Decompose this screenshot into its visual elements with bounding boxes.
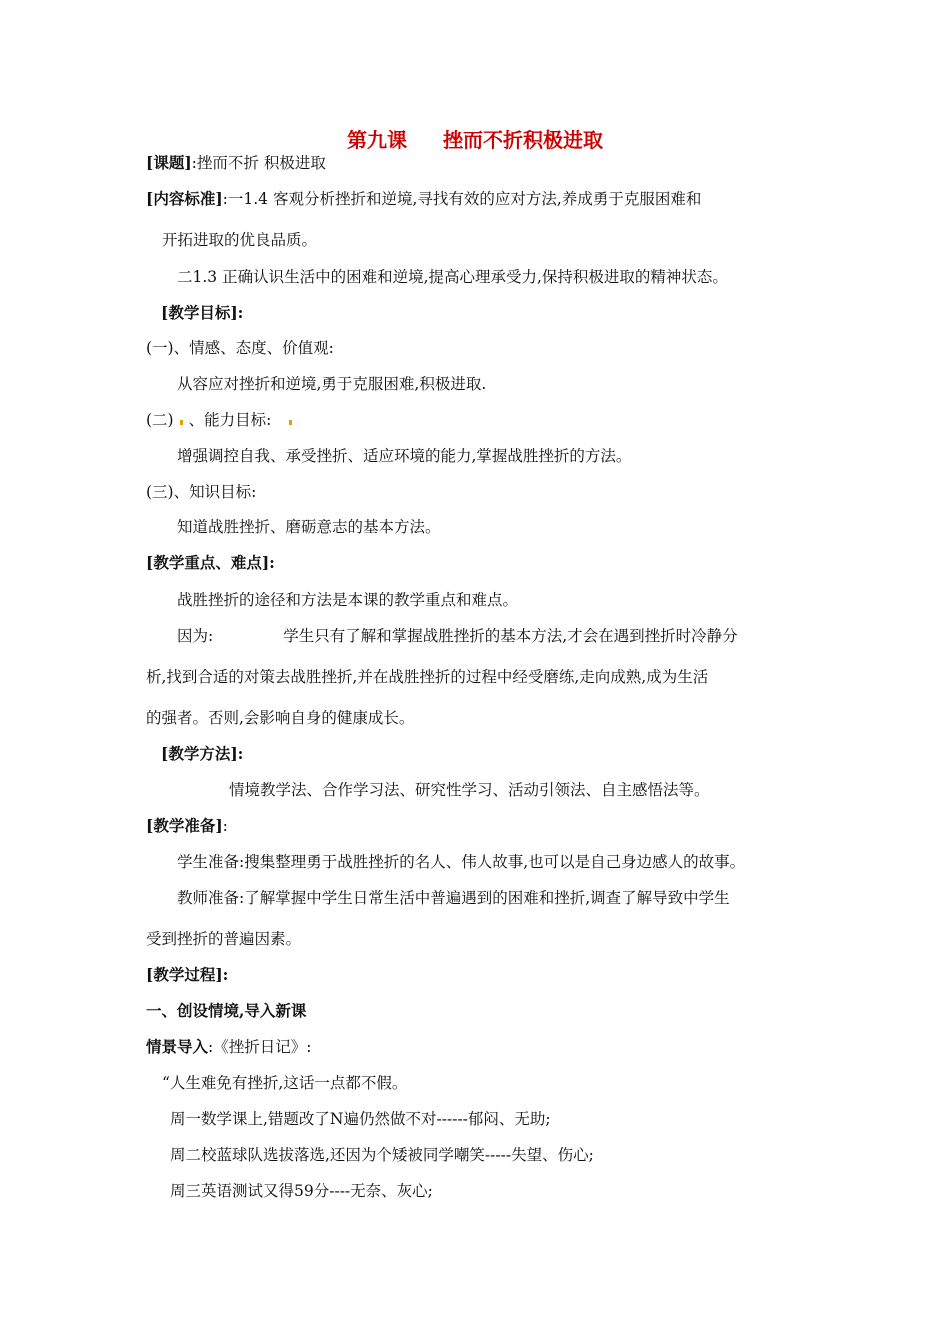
standard-line-1: [内容标准]:一1.4 客观分析挫折和逆境,寻找有效的应对方法,养成勇于克服困难和 [146,189,702,208]
key-reason-line-3: 的强者。否则,会影响自身的健康成长。 [146,709,415,727]
objectives-label: [教学目标]: [161,303,244,322]
preparation-label: [教学准备] [146,816,223,835]
student-preparation: 学生准备:搜集整理勇于战胜挫折的名人、伟人故事,也可以是自己身边感人的故事。 [177,853,746,871]
objective-2-text: 增强调控自我、承受挫折、适应环境的能力,掌握战胜挫折的方法。 [177,447,632,465]
scenario-intro: 情景导入:《挫折日记》: [146,1037,312,1056]
lesson-number: 第九课 [347,128,407,152]
diary-line-2: 周一数学课上,错题改了N遍仍然做不对------郁闷、无助; [170,1110,551,1128]
lesson-name: 挫而不折积极进取 [443,128,603,152]
objective-3-heading: (三)、知识目标: [146,483,257,501]
topic-value: 挫而不折 积极进取 [196,154,326,172]
objective-1-heading: (一)、情感、态度、价值观: [146,339,334,357]
mark-dot [289,420,292,425]
scenario-intro-label: 情景导入 [146,1037,209,1056]
methods-text: 情境教学法、合作学习法、研究性学习、活动引领法、自主感悟法等。 [229,781,710,799]
standard-line-3: 二1.3 正确认识生活中的困难和逆境,提高心理承受力,保持积极进取的精神状态。 [177,268,728,286]
topic-label: [课题] [146,153,192,172]
key-reason-line-1: 因为: 学生只有了解和掌握战胜挫折的基本方法,才会在遇到挫折时冷静分 [177,627,738,645]
topic-line: [课题]:挫而不折 积极进取 [146,153,326,172]
process-label: [教学过程]: [146,965,229,984]
objective-3-text: 知道战胜挫折、磨砺意志的基本方法。 [177,518,441,536]
preparation-line: [教学准备]: [146,816,228,835]
teacher-preparation-2: 受到挫折的普遍因素。 [146,930,302,948]
diary-line-1: “人生难免有挫折,这话一点都不假。 [162,1074,408,1092]
key-points-label: [教学重点、难点]: [146,553,275,572]
key-reason-line-2: 析,找到合适的对策去战胜挫折,并在战胜挫折的过程中经受磨练,走向成熟,成为生活 [146,668,709,686]
diary-line-3: 周二校蓝球队选拔落选,还因为个矮被同学嘲笑-----失望、伤心; [170,1146,594,1164]
standard-line-2: 开拓进取的优良品质。 [162,231,318,249]
objective-1-text: 从容应对挫折和逆境,勇于克服困难,积极进取. [177,375,487,393]
page-title [0,124,950,153]
standard-label: [内容标准] [146,189,223,208]
teacher-preparation-1: 教师准备:了解掌握中学生日常生活中普遍遇到的困难和挫折,调查了解导致中学生 [177,889,730,907]
diary-line-4: 周三英语测试又得59分----无奈、灰心; [170,1182,433,1200]
methods-label: [教学方法]: [161,744,244,763]
objective-2-heading: (二) 、能力目标: [146,410,298,430]
process-step-1: 一、创设情境,导入新课 [146,1001,307,1020]
key-points-text: 战胜挫折的途径和方法是本课的教学重点和难点。 [177,591,519,609]
mark-dot [180,420,183,425]
